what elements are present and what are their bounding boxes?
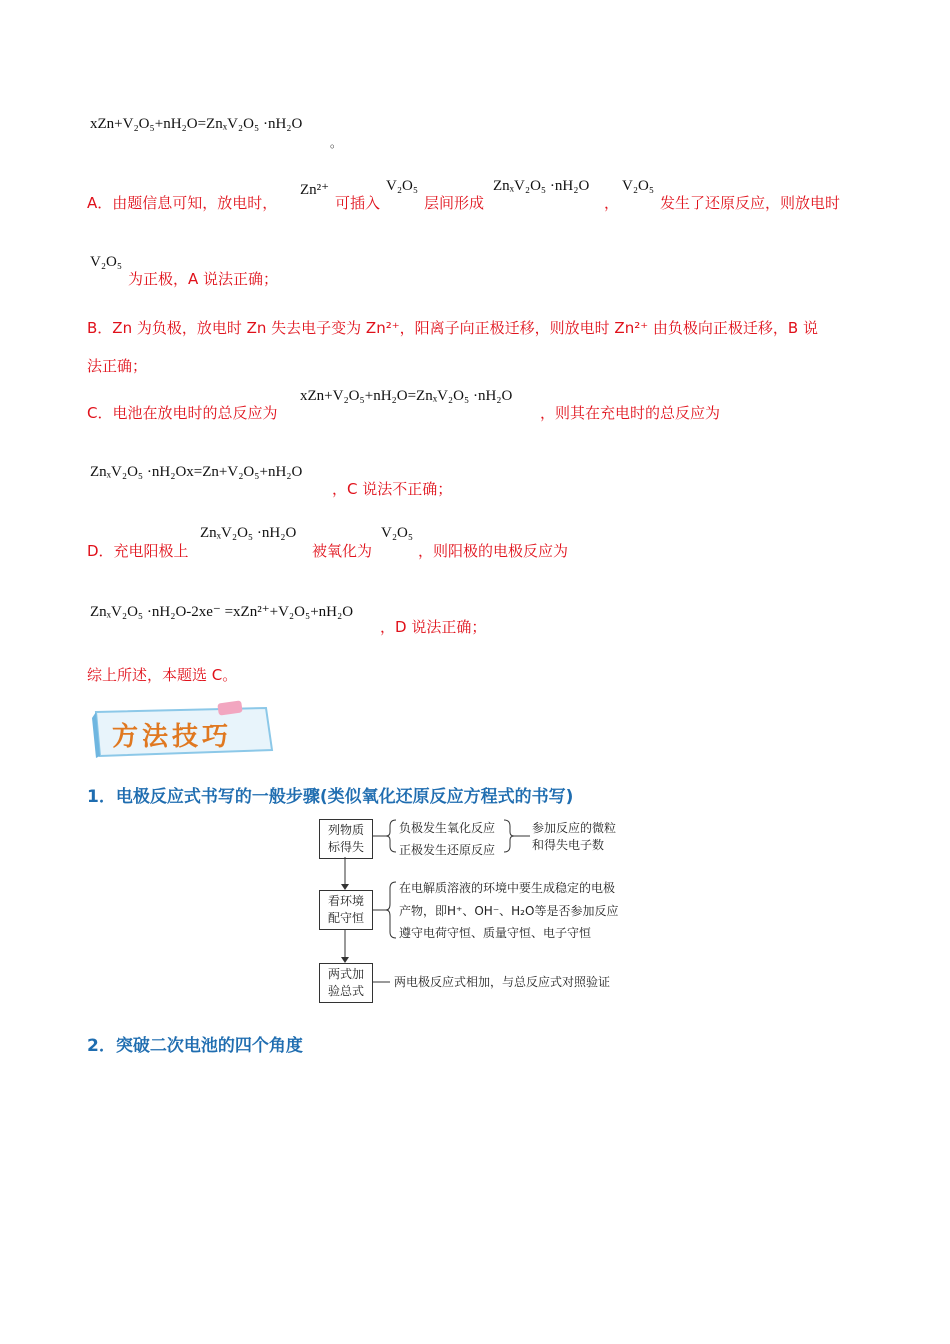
opt-a-v2o5: V₂O₅ (386, 178, 419, 194)
summary: 综上所述，本题选 C。 (87, 666, 238, 684)
flow-box2-line3: 遵守电荷守恒、质量守恒、电子守恒 (399, 926, 592, 940)
opt-d-formula: ZnₓV₂O₅ ·nH₂O (200, 525, 297, 541)
flow-box2-line2: 产物，即H⁺、OH⁻、H₂O等是否参加反应 (399, 904, 619, 918)
opt-a-mid1: 可插入 (335, 194, 381, 212)
flow-box2-line1: 在电解质溶液的环境中要生成稳定的电极 (399, 881, 616, 895)
opt-a-zn: Zn²⁺ (300, 182, 330, 198)
top-formula: xZn+V₂O₅+nH₂O=ZnₓV₂O₅ ·nH₂O (90, 116, 303, 132)
flow-box2: 看环境 配守恒 (319, 890, 373, 930)
step1-heading: 1．电极反应式书写的一般步骤(类似氧化还原反应方程式的书写) (87, 787, 574, 807)
step2-heading: 2．突破二次电池的四个角度 (87, 1036, 303, 1056)
opt-c-tail: ，则其在充电时的总反应为 (540, 404, 721, 422)
opt-a-mid2: 层间形成 (424, 194, 485, 212)
flow-box1-b: 正极发生还原反应 (399, 843, 496, 857)
flow-connectors (300, 810, 660, 1010)
opt-a-prefix: A．由题信息可知，放电时， (87, 194, 278, 212)
opt-d-prefix: D．充电阳极上 (87, 542, 189, 560)
opt-d-v2o5: V₂O₅ (381, 525, 414, 541)
flow-box1: 列物质 标得失 (319, 819, 373, 859)
opt-d-line2-text: ，D 说法正确； (380, 618, 487, 636)
flow-box1-r: 参加反应的微粒 和得失电子数 (532, 821, 617, 852)
top-period: 。 (330, 136, 343, 150)
opt-c-line2-text: ，C 说法不正确； (332, 480, 453, 498)
opt-a-tail: 发生了还原反应，则放电时 (660, 194, 841, 212)
opt-c-formula: xZn+V₂O₅+nH₂O=ZnₓV₂O₅ ·nH₂O (300, 388, 513, 404)
flow-box1-a: 负极发生氧化反应 (399, 821, 496, 835)
opt-b-line2: 法正确； (87, 357, 148, 375)
method-banner (90, 700, 278, 760)
opt-a-v2o5-b: V₂O₅ (622, 178, 655, 194)
opt-a-comma: ， (604, 194, 620, 212)
opt-d-mid: 被氧化为 (312, 542, 373, 560)
opt-c-prefix: C．电池在放电时的总反应为 (87, 404, 278, 422)
opt-a-line2-formula: V₂O₅ (90, 254, 123, 270)
opt-d-line2-formula: ZnₓV₂O₅ ·nH₂O-2xe⁻ =xZn²⁺+V₂O₅+nH₂O (90, 604, 354, 620)
opt-a-znxv2o5: ZnₓV₂O₅ ·nH₂O (493, 178, 590, 194)
opt-b-line1: B．Zn 为负极，放电时 Zn 失去电子变为 Zn²⁺，阳离子向正极迁移，则放电时 Zn²⁺ 由负极向正极迁移，B 说 (87, 319, 818, 337)
flow-box3: 两式加 验总式 (319, 963, 373, 1003)
banner-title: 方法技巧 (112, 722, 233, 752)
opt-a-line2-text: 为正极，A 说法正确； (128, 270, 279, 288)
opt-d-tail: ，则阳极的电极反应为 (418, 542, 569, 560)
opt-c-line2-formula: ZnₓV₂O₅ ·nH₂Ox=Zn+V₂O₅+nH₂O (90, 464, 303, 480)
flow-box3-r: 两电极反应式相加，与总反应式对照验证 (394, 975, 611, 989)
